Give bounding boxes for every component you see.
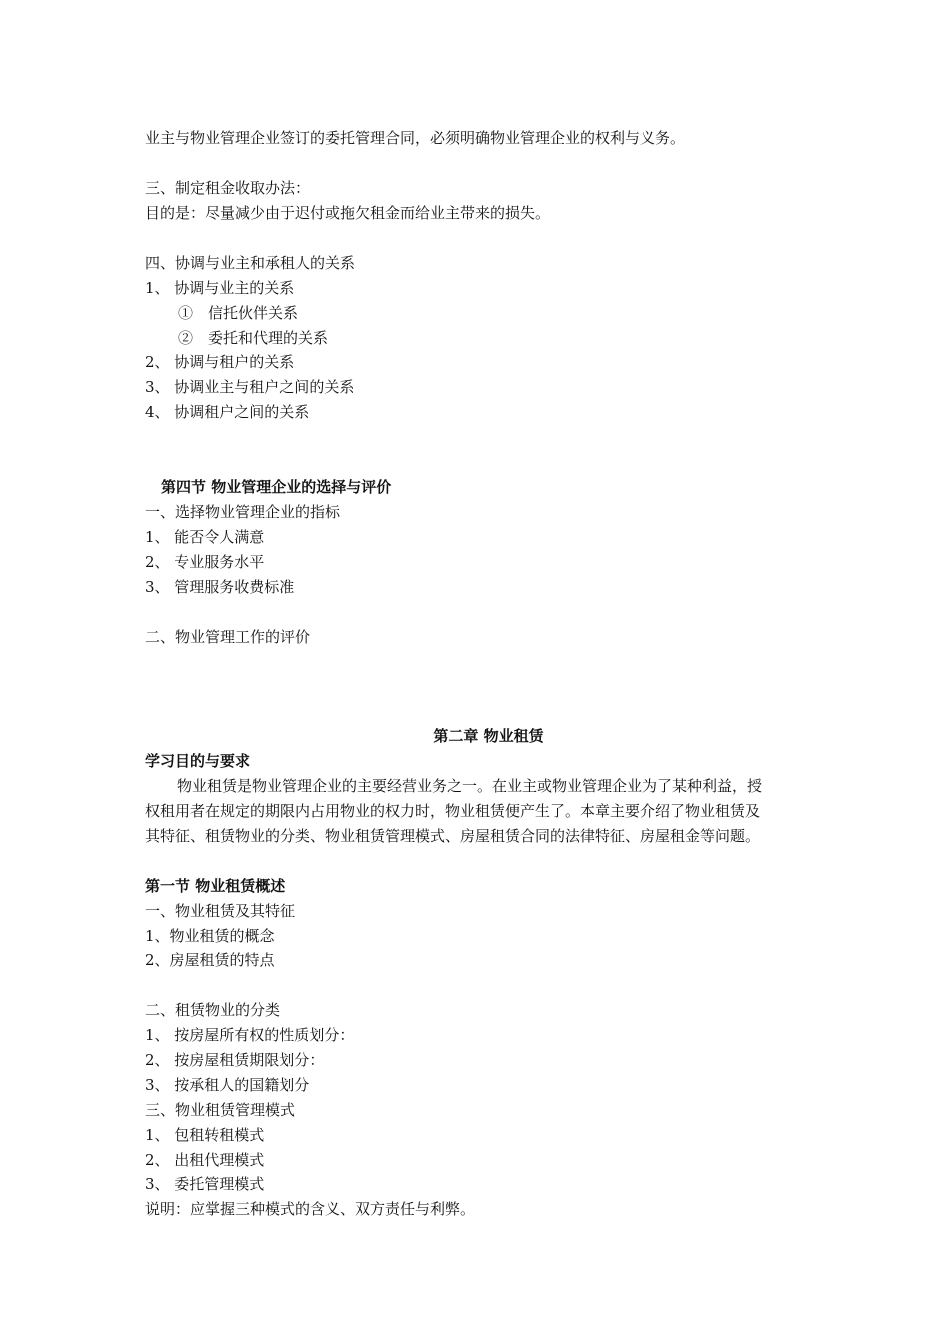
subsection-title: 学习目的与要求 <box>145 752 251 770</box>
sub-list-item: ① 信托伙伴关系 <box>178 304 299 322</box>
paragraph-line: 其特征、租赁物业的分类、物业租赁管理模式、房屋租赁合同的法律特征、房屋租金等问题。 <box>145 827 761 845</box>
list-item: 1、 按房屋所有权的性质划分： <box>145 1026 355 1044</box>
section-heading: 二、物业管理工作的评价 <box>145 628 311 646</box>
section-heading: 三、物业租赁管理模式 <box>145 1101 296 1119</box>
paragraph-line: 物业租赁是物业管理企业的主要经营业务之一。在业主或物业管理企业为了某种利益，授 <box>177 777 763 795</box>
list-item: 3、 委托管理模式 <box>145 1175 265 1193</box>
list-item: 3、 协调业主与租户之间的关系 <box>145 378 355 396</box>
list-item: 4、 协调租户之间的关系 <box>145 403 310 421</box>
chapter-title: 第二章 物业租赁 <box>433 727 544 745</box>
section-title: 第四节 物业管理企业的选择与评价 <box>161 478 392 496</box>
section-title: 第一节 物业租赁概述 <box>145 877 286 895</box>
list-item: 1、 能否令人满意 <box>145 528 265 546</box>
section-heading: 一、选择物业管理企业的指标 <box>145 503 341 521</box>
sub-list-item: ② 委托和代理的关系 <box>178 329 329 347</box>
list-item: 1、物业租赁的概念 <box>145 927 275 945</box>
list-item: 2、 出租代理模式 <box>145 1151 265 1169</box>
list-item: 3、 按承租人的国籍划分 <box>145 1076 310 1094</box>
section-heading: 二、租赁物业的分类 <box>145 1001 281 1019</box>
list-item: 1、 协调与业主的关系 <box>145 279 295 297</box>
section-heading: 一、物业租赁及其特征 <box>145 902 296 920</box>
list-item: 2、 专业服务水平 <box>145 553 265 571</box>
list-item: 2、 协调与租户的关系 <box>145 353 295 371</box>
paragraph-line: 业主与物业管理企业签订的委托管理合同，必须明确物业管理企业的权利与义务。 <box>145 129 686 147</box>
paragraph-line: 权租用者在规定的期限内占用物业的权力时，物业租赁便产生了。本章主要介绍了物业租赁及 <box>145 802 761 820</box>
section-heading: 四、协调与业主和承租人的关系 <box>145 254 356 272</box>
paragraph-line: 目的是：尽量减少由于迟付或拖欠租金而给业主带来的损失。 <box>145 204 551 222</box>
list-item: 2、房屋租赁的特点 <box>145 951 275 969</box>
note-line: 说明：应掌握三种模式的含义、双方责任与利弊。 <box>145 1200 476 1218</box>
list-item: 2、 按房屋租赁期限划分： <box>145 1051 325 1069</box>
list-item: 1、 包租转租模式 <box>145 1126 265 1144</box>
section-heading: 三、制定租金收取办法： <box>145 179 311 197</box>
list-item: 3、 管理服务收费标准 <box>145 578 295 596</box>
